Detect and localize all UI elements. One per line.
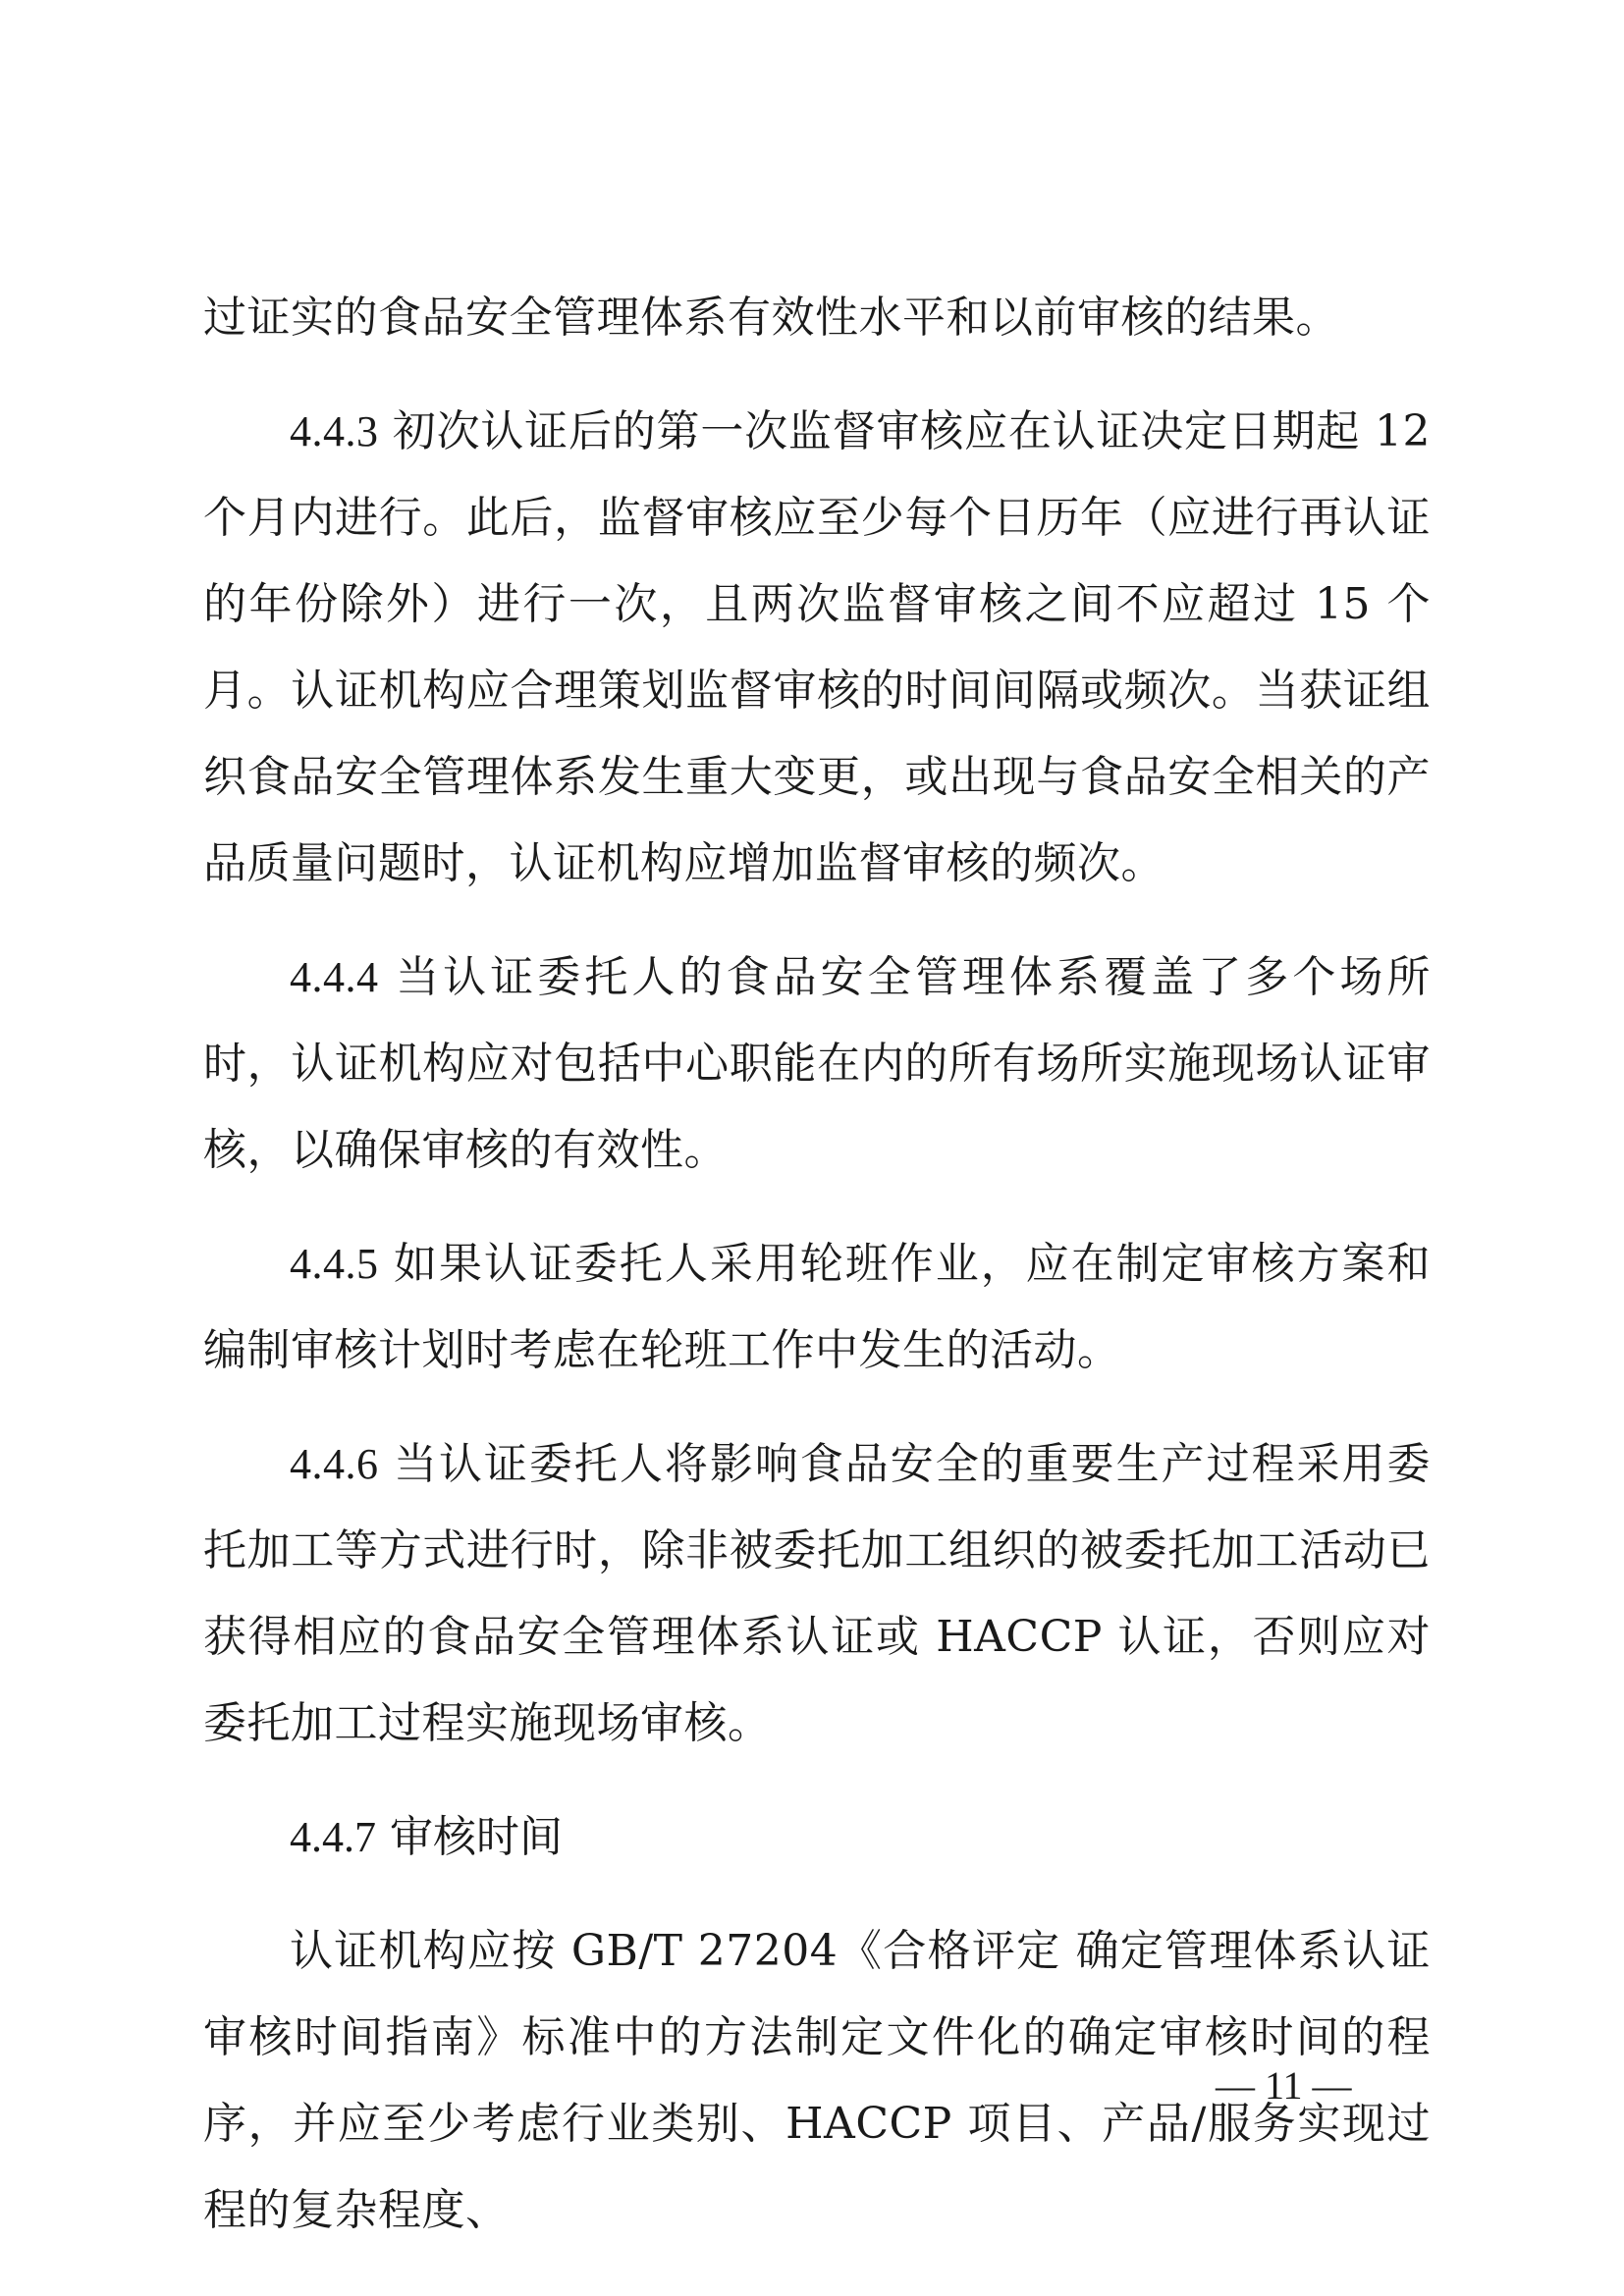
paragraph-4-4-4 [203,934,1431,1194]
clause-number: 4.4.7 [290,1813,376,1861]
paragraph-text: 过证实的食品安全管理体系有效性水平和以前审核的结果。 [203,293,1339,343]
paragraph-continued [203,275,1431,361]
paragraph-text: 当认证委托人将影响食品安全的重要生产过程采用委托加工等方式进行时，除非被委托加工组织的被委托加工活动已获得相应的食品安全管理体系认证或 HACCP 认证，否则应对委托加工过程实施现场审核。 [203,1439,1431,1748]
clause-number: 4.4.3 [290,407,379,455]
paragraph-4-4-5 [203,1221,1431,1394]
page-number: — 11 — [1216,2063,1352,2108]
paragraph-4-4-3 [203,389,1431,907]
clause-number: 4.4.6 [290,1440,379,1488]
paragraph-text: 认证机构应按 GB/T 27204《合格评定 确定管理体系认证审核时间指南》标准中的方法制定文件化的确定审核时间的程序，并应至少考虑行业类别、HACCP 项目、产品/服务实现过程的复杂程度、 [203,1926,1431,2235]
paragraph-text: 当认证委托人的食品安全管理体系覆盖了多个场所时，认证机构应对包括中心职能在内的所有场所实施现场认证审核，以确保审核的有效性。 [203,952,1431,1175]
heading-text: 审核时间 [390,1812,563,1862]
document-body [203,275,1431,2281]
section-heading-4-4-7 [203,1794,1431,1881]
clause-number: 4.4.5 [290,1240,379,1288]
clause-number: 4.4.4 [290,953,379,1001]
paragraph-text: 如果认证委托人采用轮班作业，应在制定审核方案和编制审核计划时考虑在轮班工作中发生的活动。 [203,1239,1431,1375]
paragraph-text: 初次认证后的第一次监督审核应在认证决定日期起 12 个月内进行。此后，监督审核应至少每个日历年（应进行再认证的年份除外）进行一次，且两次监督审核之间不应超过 15 个月。认证机构应合理策划监督审核的时间间隔或频次。当获证组织食品安全管理体系发生重大变更，或出现与食品安全相关的产品质量问题时，认证机构应增加监督审核的频次。 [203,406,1431,888]
paragraph-4-4-6 [203,1421,1431,1767]
